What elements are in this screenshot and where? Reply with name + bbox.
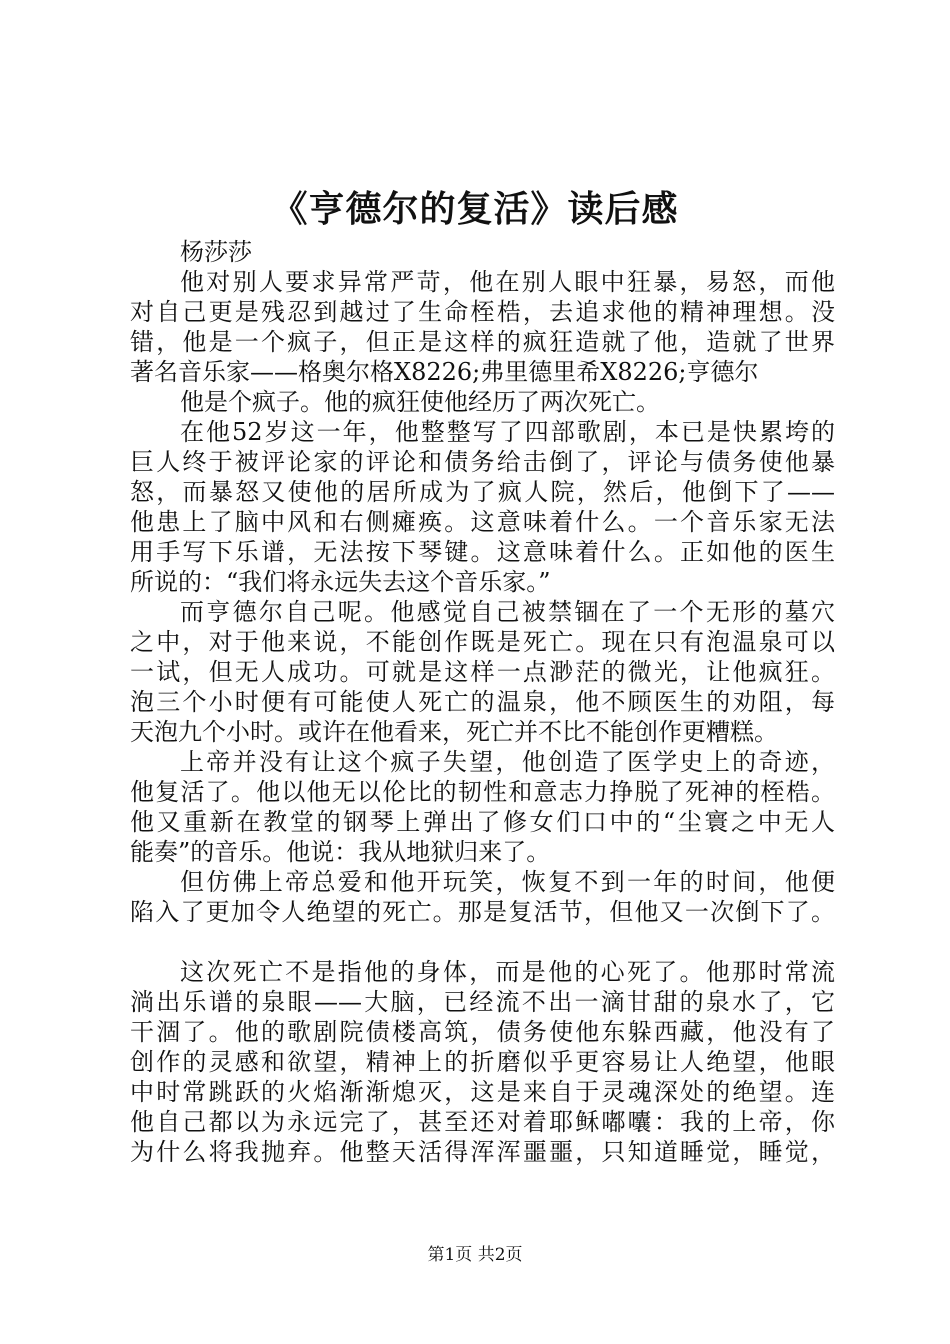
page-number: 第1页 共2页 xyxy=(427,1245,523,1265)
paragraph-7-line-6: 他自己都以为永远完了，甚至还对着耶稣嘟囔：我的上帝，你 xyxy=(130,1108,835,1136)
paragraph-3-line-4: 他患上了脑中风和右侧瘫痪。这意味着什么。一个音乐家无法 xyxy=(130,508,835,536)
paragraph-3-line-1: 在他52岁这一年，他整整写了四部歌剧，本已是快累垮的 xyxy=(180,418,835,446)
paragraph-4-line-1: 而亨德尔自己呢。他感觉自己被禁锢在了一个无形的墓穴 xyxy=(180,598,835,626)
paragraph-5-line-4: 能奏”的音乐。他说：我从地狱归来了。 xyxy=(130,838,551,866)
paragraph-5-line-3: 他又重新在教堂的钢琴上弹出了修女们口中的“尘寰之中无人 xyxy=(130,808,835,836)
paragraph-4-line-3: 一试，但无人成功。可就是这样一点渺茫的微光，让他疯狂。 xyxy=(130,658,835,686)
paragraph-1-line-1: 他对别人要求异常严苛，他在别人眼中狂暴，易怒，而他 xyxy=(180,268,835,296)
paragraph-7-line-3: 干涸了。他的歌剧院债楼高筑，债务使他东躲西藏，他没有了 xyxy=(130,1018,835,1046)
paragraph-7-line-2: 淌出乐谱的泉眼——大脑，已经流不出一滴甘甜的泉水了，它 xyxy=(130,988,835,1016)
page-title: 《亨德尔的复活》读后感 xyxy=(271,188,679,230)
author-line: 杨莎莎 xyxy=(180,238,252,266)
paragraph-spacer xyxy=(130,927,835,957)
paragraph-4-line-2: 之中，对于他来说，不能创作既是死亡。现在只有泡温泉可以 xyxy=(130,628,835,656)
paragraph-1-line-4: 著名音乐家——格奥尔格X8226;弗里德里希X8226;亨德尔 xyxy=(130,358,759,386)
paragraph-5-line-2: 他复活了。他以他无以伦比的韧性和意志力挣脱了死神的桎梏。 xyxy=(130,778,835,806)
paragraph-5-line-1: 上帝并没有让这个疯子失望，他创造了医学史上的奇迹， xyxy=(180,748,835,776)
paragraph-1-line-2: 对自己更是残忍到越过了生命桎梏，去追求他的精神理想。没 xyxy=(130,298,835,326)
paragraph-4-line-4: 泡三个小时便有可能使人死亡的温泉，他不顾医生的劝阻，每 xyxy=(130,688,835,716)
paragraph-2-line-1: 他是个疯子。他的疯狂使他经历了两次死亡。 xyxy=(180,388,660,416)
paragraph-7-line-1: 这次死亡不是指他的身体，而是他的心死了。他那时常流 xyxy=(180,958,835,986)
paragraph-3-line-3: 怒，而暴怒又使他的居所成为了疯人院，然后，他倒下了—— xyxy=(130,478,835,506)
paragraph-6-line-1: 但仿佛上帝总爱和他开玩笑，恢复不到一年的时间，他便 xyxy=(180,868,835,896)
paragraph-3-line-2: 巨人终于被评论家的评论和债务给击倒了，评论与债务使他暴 xyxy=(130,448,835,476)
paragraph-7-line-5: 中时常跳跃的火焰渐渐熄灭，这是来自于灵魂深处的绝望。连 xyxy=(130,1078,835,1106)
paragraph-1-line-3: 错，他是一个疯子，但正是这样的疯狂造就了他，造就了世界 xyxy=(130,328,835,356)
body-text xyxy=(130,237,835,1167)
paragraph-7-line-4: 创作的灵感和欲望，精神上的折磨似乎更容易让人绝望，他眼 xyxy=(130,1048,835,1076)
paragraph-3-line-6: 所说的：“我们将永远失去这个音乐家。” xyxy=(130,568,551,596)
paragraph-7-line-7: 为什么将我抛弃。他整天活得浑浑噩噩，只知道睡觉，睡觉， xyxy=(130,1138,835,1166)
paragraph-6-line-2: 陷入了更加令人绝望的死亡。那是复活节，但他又一次倒下了。 xyxy=(130,898,835,926)
paragraph-4-line-5: 天泡九个小时。或许在他看来，死亡并不比不能创作更糟糕。 xyxy=(130,718,778,746)
paragraph-3-line-5: 用手写下乐谱，无法按下琴键。这意味着什么。正如他的医生 xyxy=(130,538,835,566)
